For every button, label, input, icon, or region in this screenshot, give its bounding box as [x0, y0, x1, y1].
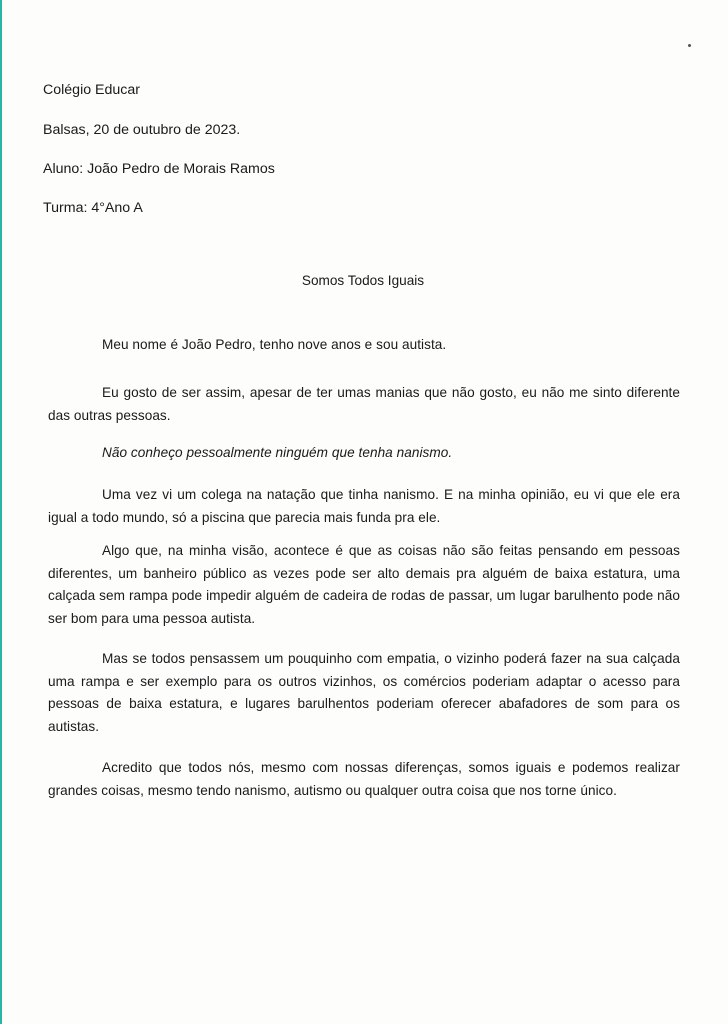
- document-title: [0, 273, 728, 288]
- paragraph-6: Mas se todos pensassem um pouquinho com empatia, o vizinho poderá fazer na sua calçada uma rampa e ser exemplo para os outros vizinhos, os comércios poderiam adaptar o acesso para pessoas de baixa estatura, e lugares barulhentos poderiam oferecer abafadores de som para os autistas.: [48, 651, 680, 734]
- title-text: Somos Todos Iguais: [301, 273, 425, 288]
- paragraph-1: Meu nome é João Pedro, tenho nove anos e sou autista.: [102, 337, 447, 352]
- paper-speck: [688, 44, 691, 47]
- page-edge-border: [0, 0, 2, 1024]
- date-place: Balsas, 20 de outubro de 2023.: [43, 122, 241, 138]
- paragraph-4: Uma vez vi um colega na natação que tinha nanismo. E na minha opinião, eu vi que ele era igual a todo mundo, só a piscina que parecia mais funda pra ele.: [48, 487, 680, 525]
- student-name: Aluno: João Pedro de Morais Ramos: [43, 161, 275, 177]
- paragraph-7: Acredito que todos nós, mesmo com nossas diferenças, somos iguais e podemos realizar grandes coisas, mesmo tendo nanismo, autismo ou qualquer outra coisa que nos torne único.: [48, 760, 680, 798]
- class-name: Turma: 4°Ano A: [43, 200, 143, 216]
- school-name: Colégio Educar: [43, 82, 141, 98]
- paragraph-2: Eu gosto de ser assim, apesar de ter umas manias que não gosto, eu não me sinto diferente das outras pessoas.: [48, 385, 680, 423]
- paragraph-5: Algo que, na minha visão, acontece é que as coisas não são feitas pensando em pessoas diferentes, um banheiro público as vezes pode ser alto demais pra alguém de baixa estatura, uma calçada sem rampa pode impedir alguém de cadeira de rodas de passar, um lugar barulhento pode não ser bom para uma pessoa autista.: [48, 543, 680, 626]
- paragraph-3: Não conheço pessoalmente ninguém que tenha nanismo.: [102, 445, 453, 460]
